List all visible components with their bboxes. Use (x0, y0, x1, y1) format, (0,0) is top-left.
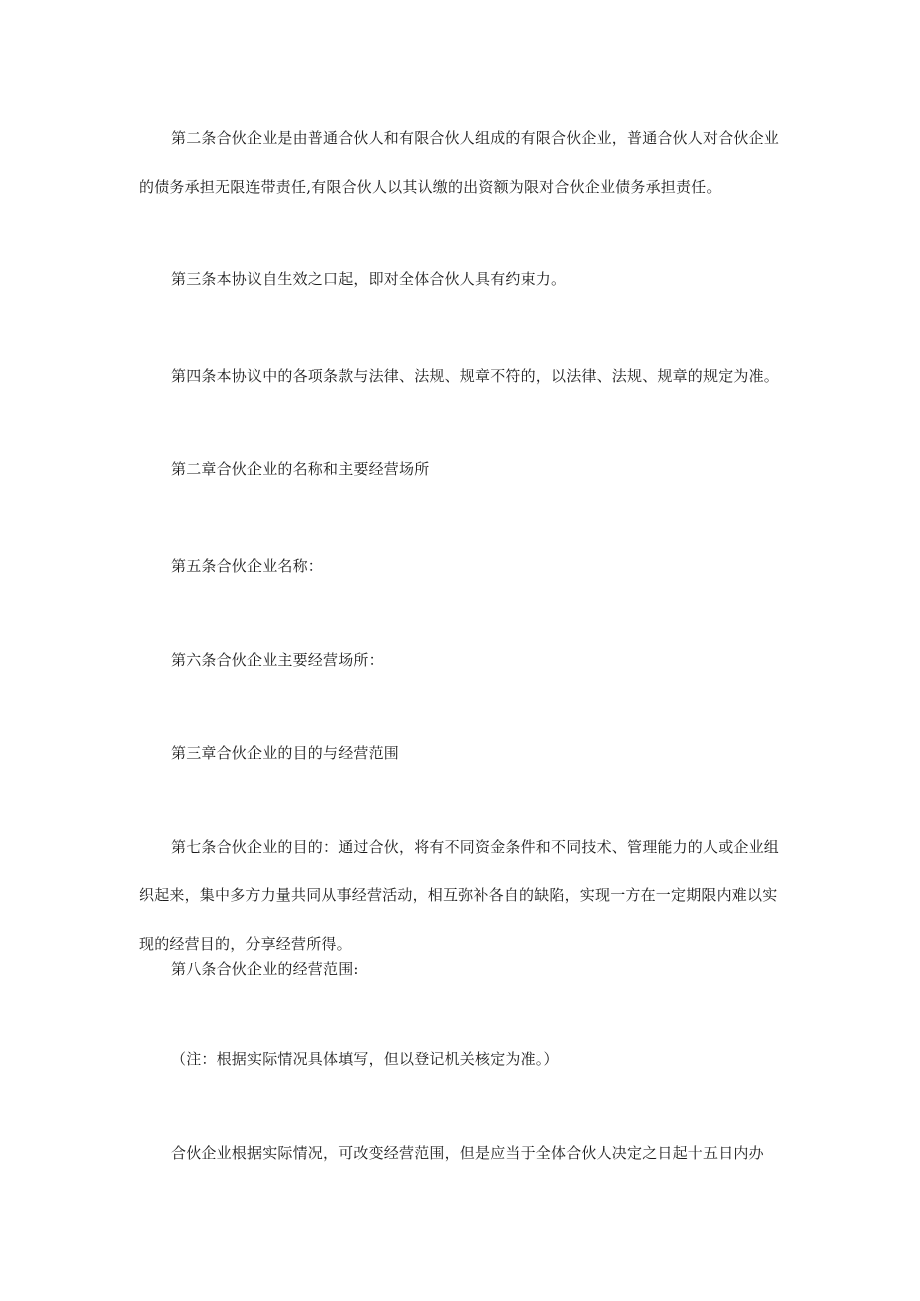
scope-change-text: 合伙企业根据实际情况，可改变经营范围，但是应当于全体合伙人决定之日起十五日内办 (171, 1144, 764, 1162)
chapter-2-heading: 第二章合伙企业的名称和主要经营场所 (171, 460, 430, 478)
article-7-line-3: 现的经营目的，分享经营所得。 (139, 935, 352, 953)
article-3-text: 第三条本协议自生效之口起，即对全体合伙人具有约束力。 (171, 270, 567, 288)
registration-note: （注：根据实际情况具体填写，但以登记机关核定为准。） (171, 1050, 559, 1068)
article-2-line-1: 第二条合伙企业是由普通合伙人和有限合伙人组成的有限合伙企业，普通合伙人对合伙企业 (171, 129, 780, 147)
article-7-line-2: 织起来，集中多方力量共同从事经营活动，相互弥补各自的缺陷，实现一方在一定期限内难以实 (139, 886, 778, 904)
article-2-line-2: 的债务承担无限连带责任,有限合伙人以其认缴的出资额为限对合伙企业债务承担责任。 (139, 178, 722, 196)
article-5-text: 第五条合伙企业名称： (171, 557, 324, 575)
article-7-line-1: 第七条合伙企业的目的：通过合伙，将有不同资金条件和不同技术、管理能力的人或企业组 (171, 838, 780, 856)
article-6-text: 第六条合伙企业主要经营场所： (171, 651, 384, 669)
chapter-3-heading: 第三章合伙企业的目的与经营范围 (171, 744, 400, 762)
article-4-text: 第四条本协议中的各项条款与法律、法规、规章不符的，以法律、法规、规章的规定为准。 (171, 367, 780, 385)
article-8-text: 第八条合伙企业的经营范围: (171, 960, 359, 978)
